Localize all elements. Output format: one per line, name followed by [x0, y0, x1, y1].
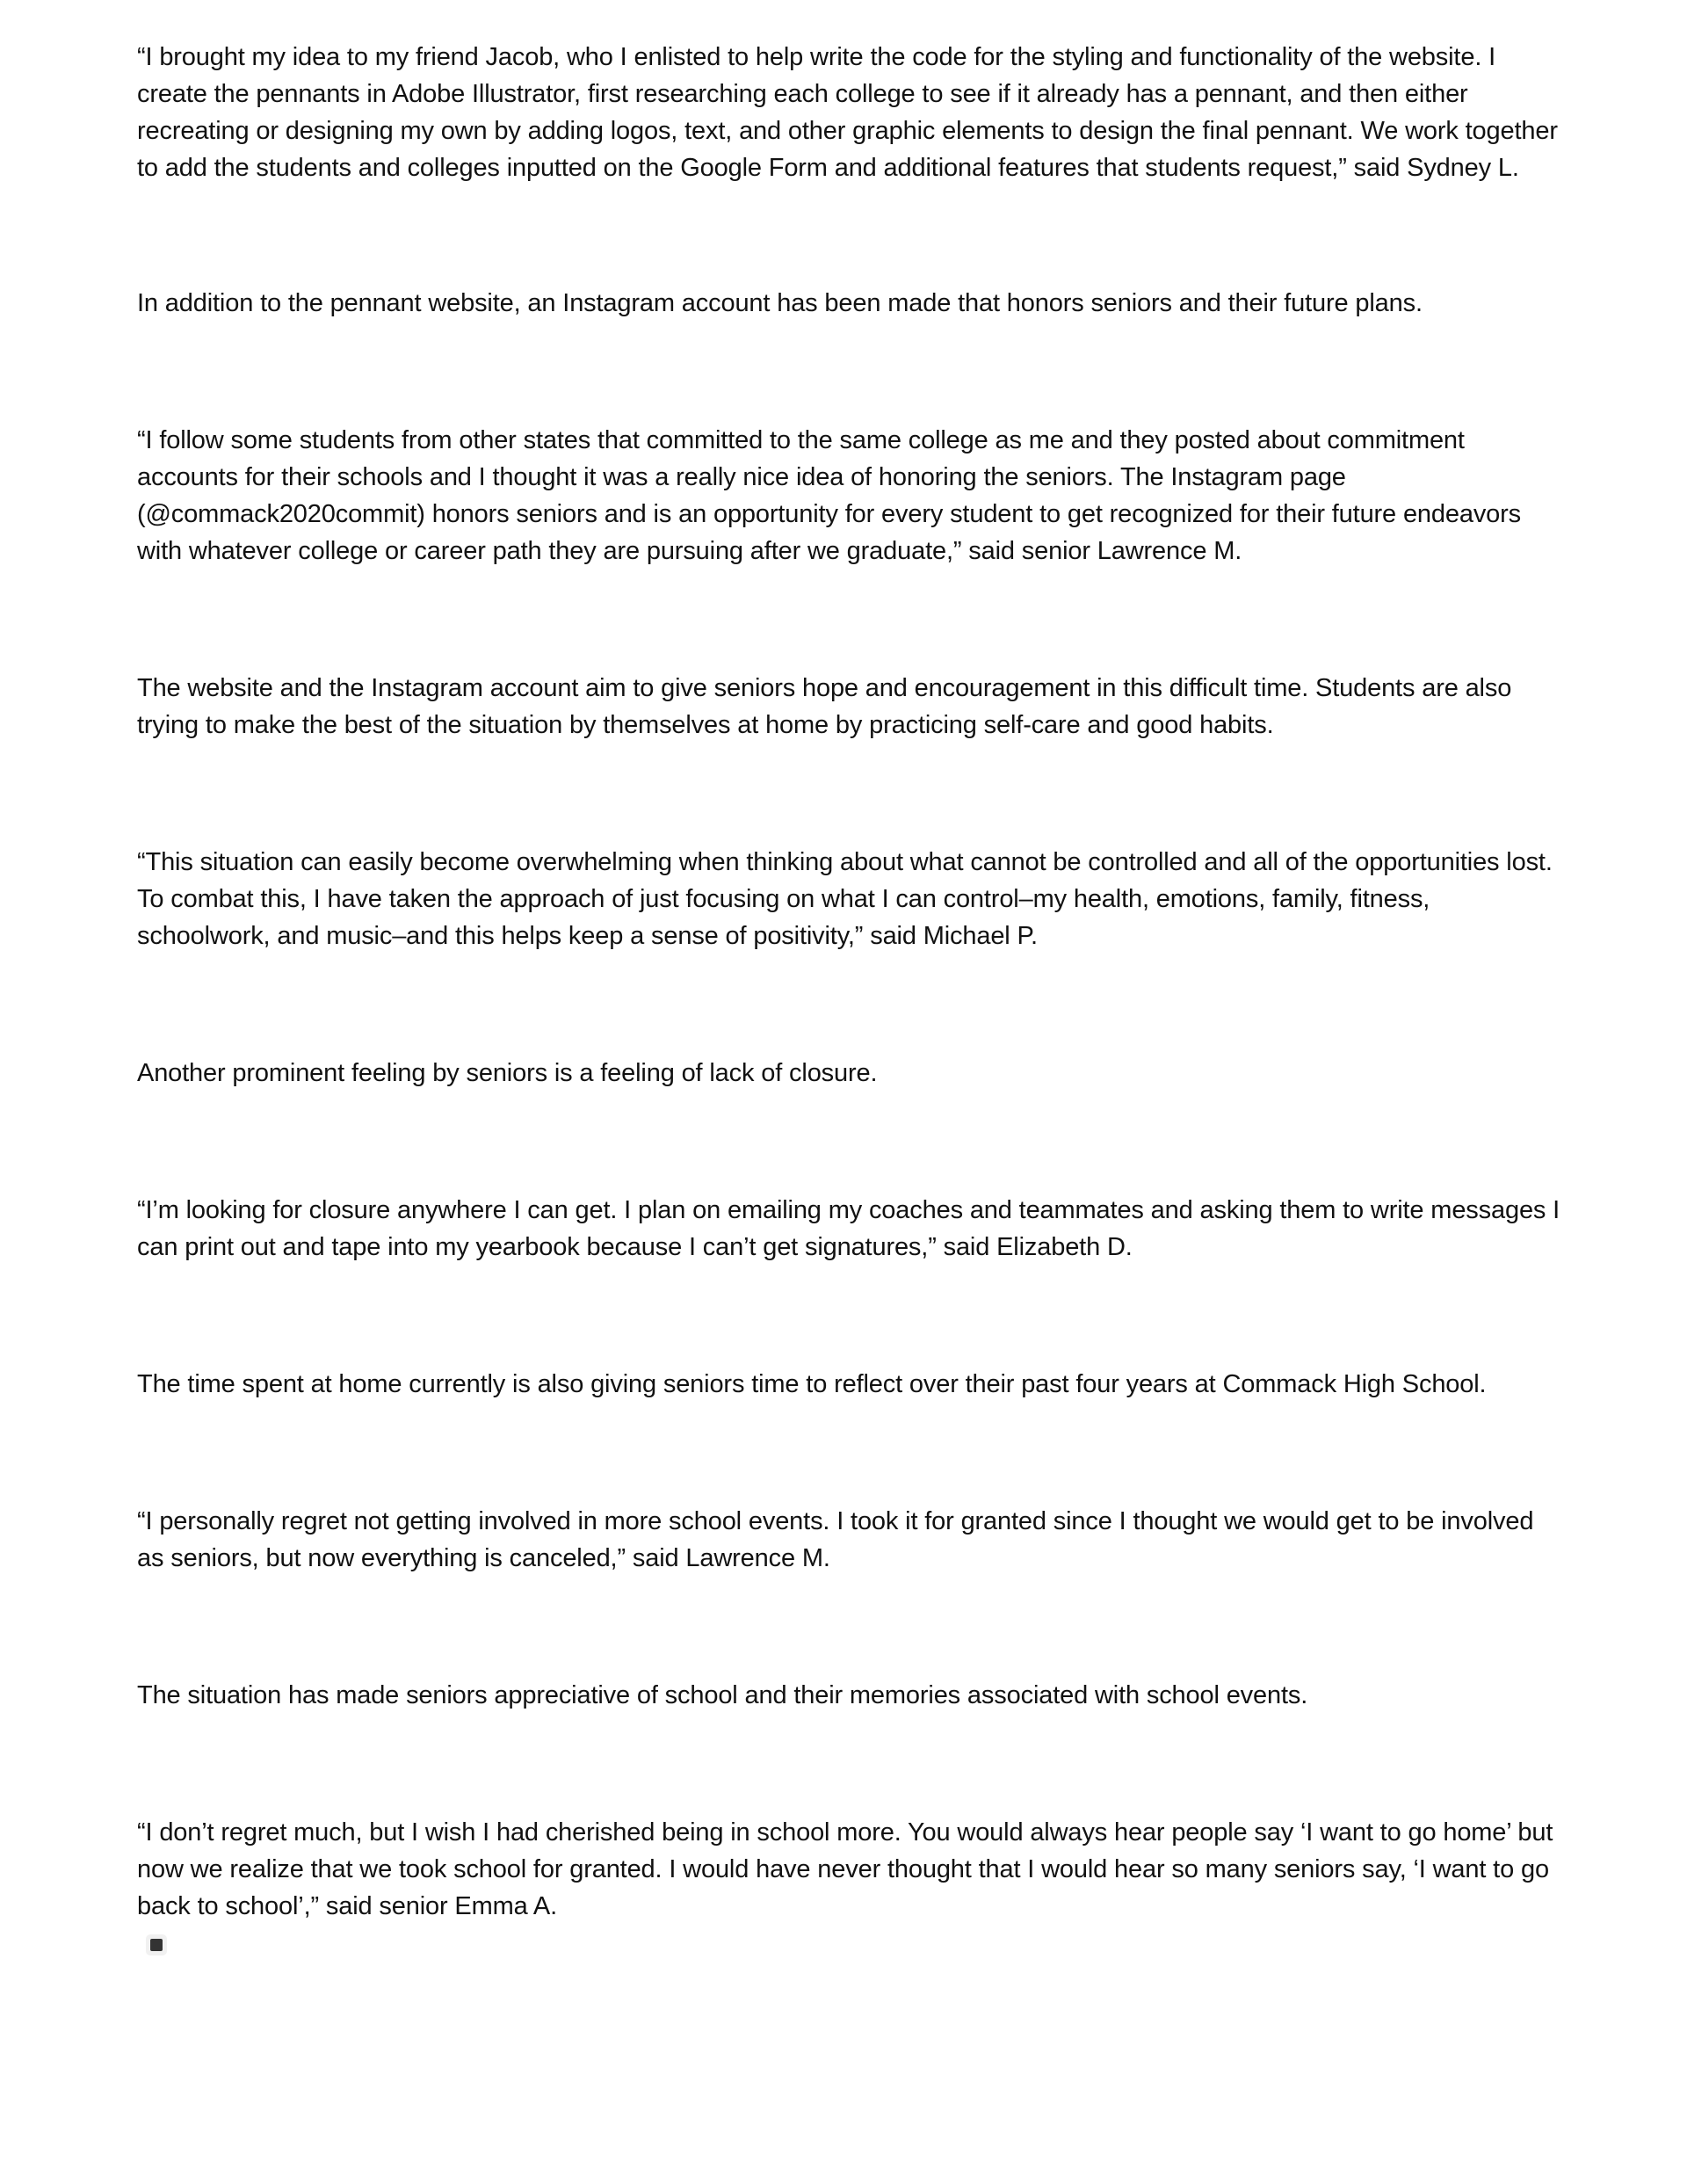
paragraph-reflect-intro: The time spent at home currently is also giving seniors time to reflect over their past four years at Commack High School.	[137, 1370, 1487, 1398]
paragraph-lawrence-quote-1: “I follow some students from other states that committed to the same college as me and they posted about commitment accounts for their schools and I thought it was a really nice idea of honoring the seniors. The Instagram page (@commack2020commit) honors seniors and is an opportunity for every student to get recognized for their future endeavors with whatever college or career path they are pursuing after we graduate,” said senior Lawrence M.	[137, 426, 1522, 565]
paragraph-lawrence-quote-2: “I personally regret not getting involved in more school events. I took it for granted since I thought we would get to be involved as seniors, but now everything is canceled,” said Lawrence M.	[137, 1507, 1534, 1572]
paragraph-website-aim: The website and the Instagram account aim to give seniors hope and encouragement in this difficult time. Students are also trying to make the best of the situation by themselves at home by practicing self-care and good habits.	[137, 674, 1512, 739]
paragraph-instagram-intro: In addition to the pennant website, an Instagram account has been made that honors seniors and their future plans.	[137, 289, 1423, 317]
square-stop-icon	[146, 1934, 167, 1955]
paragraph-emma-quote: “I don’t regret much, but I wish I had cherished being in school more. You would always hear people say ‘I want to go home’ but now we realize that we took school for granted. I would have never thought that I would hear so many seniors say, ‘I want to go back to school’,” said senior Emma A.	[137, 1818, 1553, 1920]
paragraph-elizabeth-quote: “I’m looking for closure anywhere I can get. I plan on emailing my coaches and teammates and asking them to write messages I can print out and tape into my yearbook because I can’t get signatures,” said Elizabeth D.	[137, 1196, 1560, 1261]
paragraph-appreciation-intro: The situation has made seniors appreciative of school and their memories associated with school events.	[137, 1681, 1308, 1709]
paragraph-michael-quote: “This situation can easily become overwhelming when thinking about what cannot be controlled and all of the opportunities lost. To combat this, I have taken the approach of just focusing on what I can control–my health, emotions, family, fitness, schoolwork, and music–and this helps keep a sense of positivity,” said Michael P.	[137, 848, 1553, 950]
paragraph-closure-intro: Another prominent feeling by seniors is a feeling of lack of closure.	[137, 1059, 878, 1087]
paragraph-sydney-quote: “I brought my idea to my friend Jacob, who I enlisted to help write the code for the styling and functionality of the website. I create the pennants in Adobe Illustrator, first researching each college to see if it already has a pennant, and then either recreating or designing my own by adding logos, text, and other graphic elements to design the final pennant. We work together to add the students and colleges inputted on the Google Form and additional features that students request,” said Sydney L.	[137, 43, 1558, 182]
